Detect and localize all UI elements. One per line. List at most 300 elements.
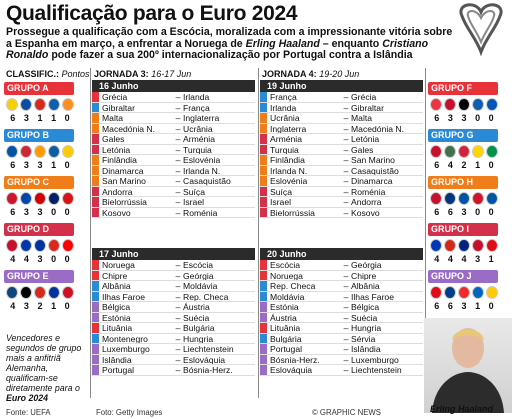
points-value: 3 [23,301,29,311]
group-color-marker [92,176,99,186]
home-team: Chipre [102,270,128,280]
group-color-marker [260,365,267,375]
points-value: 3 [475,254,481,264]
points-value: 3 [37,254,43,264]
match-row [92,271,255,282]
vs-separator: – [175,92,181,102]
points-value: 6 [447,207,453,217]
away-team: Gales [351,144,374,154]
flag-icon [444,239,456,252]
vs-separator: – [343,92,349,102]
away-team: Bulgária [183,323,215,333]
away-team: Liechtenstein [183,344,234,354]
flag-icon [62,98,74,111]
points-value: 0 [488,207,494,217]
away-team: Casaquistão [351,165,399,175]
match-row [92,323,255,334]
intro-part1: Prossegue a qualificação com a Escócia, moralizada com a impressionante vitória sobre a Espanha em março, a enfrentar a Noruega de [6,26,453,50]
flag-icon [472,286,484,299]
flag-icon [458,286,470,299]
group-color-marker [260,281,267,291]
flag-icon [20,145,32,158]
points-value: 4 [434,254,440,264]
match-row [92,113,255,124]
match-row [260,355,423,366]
home-team: Bielorrússia [270,207,315,217]
away-team: Hungria [183,333,214,343]
away-team: Irlanda N. [183,165,221,175]
home-team: Andorra [102,186,133,196]
match-row [260,166,423,177]
home-team: Portugal [102,365,135,375]
group-title: GRUPO J [428,270,498,283]
match-row [260,176,423,187]
points-value: 6 [10,207,16,217]
intro-text [6,27,454,62]
group-box [4,223,74,264]
page-title: Qualificação para o Euro 2024 [6,2,298,25]
j4-header: JORNADA 4: 19-20 Jun [262,69,360,79]
group-color-marker [260,344,267,354]
points-value: 3 [461,207,467,217]
group-points [4,207,74,217]
home-team: Gales [102,134,125,144]
home-team: Grécia [102,92,128,102]
match-row [260,292,423,303]
match-row [92,355,255,366]
match-row [92,124,255,135]
flag-icon [6,192,18,205]
points-value: 1 [37,113,43,123]
group-box [428,223,498,264]
home-team: Noruega [102,260,135,270]
vs-separator: – [343,197,349,207]
away-team: Bélgica [351,302,380,312]
home-team: Inglaterra [270,123,307,133]
copyright: © GRAPHIC NEWS [312,408,381,417]
flag-icon [6,286,18,299]
points-value: 1 [51,301,57,311]
flag-icon [62,239,74,252]
home-team: San Marino [102,176,146,186]
flag-icon [486,145,498,158]
group-points [428,301,498,311]
vs-separator: – [343,207,349,218]
vs-separator: – [343,123,349,134]
points-value: 1 [488,254,494,264]
home-team: Irlanda N. [270,165,308,175]
home-team: Rep. Checa [270,281,316,291]
group-color-marker [92,113,99,123]
vs-separator: – [343,323,349,333]
away-team: Suécia [351,312,378,322]
match-row [92,334,255,345]
group-color-marker [92,103,99,113]
away-team: Macedónia N. [351,123,405,133]
match-row [260,281,423,292]
match-row [92,145,255,156]
group-box [4,176,74,217]
home-team: Suíça [270,186,292,196]
home-team: Escócia [270,260,301,270]
group-flags [428,192,498,205]
flag-icon [458,145,470,158]
points-value: 4 [10,254,16,264]
group-title: GRUPO F [428,82,498,95]
group-color-marker [92,197,99,207]
match-row [92,92,255,103]
home-team: Moldávia [270,291,305,301]
match-row [92,281,255,292]
away-team: Áustria [183,302,210,312]
points-value: 6 [10,113,16,123]
flag-icon [48,98,60,111]
group-title: GRUPO G [428,129,498,142]
intro-haaland: Erling Haaland [245,37,320,50]
home-team: Lituânia [270,323,301,333]
points-value: 6 [434,113,440,123]
flag-icon [62,192,74,205]
home-team: Letónia [102,144,131,154]
home-team: Bulgária [270,333,302,343]
points-value: 3 [37,207,43,217]
group-color-marker [260,124,267,134]
points-value: 6 [434,207,440,217]
vs-separator: – [175,134,181,144]
match-row [260,208,423,219]
group-title: GRUPO I [428,223,498,236]
vs-separator: – [175,186,181,197]
match-row [92,302,255,313]
points-value: 0 [475,207,481,217]
flag-icon [472,98,484,111]
group-color-marker [260,134,267,144]
points-value: 3 [461,113,467,123]
points-value: 0 [64,301,70,311]
day-header: 17 Junho [92,248,255,260]
intro-ronaldo: Cristiano Ronaldo [6,37,429,61]
group-flags [428,286,498,299]
flag-icon [430,145,442,158]
qualification-note: Vencedores e segundos de grupo mais a anfitriã Alemanha, qualificam-se diretamente para o Euro 2024 [6,333,82,403]
away-team: Geórgia [351,260,382,270]
intro-part2: – enquanto [319,37,383,50]
group-color-marker [260,292,267,302]
away-team: Turquia [183,144,212,154]
group-color-marker [92,124,99,134]
intro-part3: pode fazer a sua 200º internacionalização por Portugal contra a Islândia [48,49,413,61]
home-team: Lituânia [102,323,133,333]
away-team: Moldávia [183,281,218,291]
match-row [260,197,423,208]
flag-icon [458,192,470,205]
away-team: Luxemburgo [351,354,399,364]
match-row [260,302,423,313]
vs-separator: – [175,102,181,113]
vs-separator: – [343,113,349,123]
group-title: GRUPO B [4,129,74,142]
vs-separator: – [175,270,181,281]
points-value: 6 [447,301,453,311]
away-team: Rep. Checa [183,291,229,301]
away-team: Hungria [351,323,382,333]
points-value: 1 [51,160,57,170]
flag-icon [430,192,442,205]
vs-separator: – [343,102,349,113]
match-row [260,313,423,324]
home-team: Estónia [102,312,131,322]
away-team: Arménia [183,134,215,144]
group-flags [428,145,498,158]
home-team: Ucrânia [270,113,300,123]
divider [425,68,426,318]
day-header: 20 Junho [260,248,423,260]
photo-credit: Foto: Getty Images [96,408,163,417]
group-color-marker [260,334,267,344]
group-color-marker [92,271,99,281]
away-team: Sérvia [351,333,376,343]
vs-separator: – [175,207,181,218]
away-team: Irlanda [183,92,210,102]
vs-separator: – [175,302,181,312]
home-team: Macedónia N. [102,123,156,133]
group-color-marker [260,355,267,365]
vs-separator: – [175,344,181,354]
day-header: 16 Junho [92,80,255,92]
home-team: Albânia [102,281,131,291]
flag-icon [444,145,456,158]
group-box [428,270,498,311]
flag-icon [430,286,442,299]
home-team: Irlanda [270,102,297,112]
flag-icon [62,286,74,299]
points-value: 4 [447,160,453,170]
group-title: GRUPO A [4,82,74,95]
group-color-marker [92,92,99,102]
vs-separator: – [175,365,181,375]
group-color-marker [260,271,267,281]
vs-separator: – [175,176,181,186]
group-flags [4,98,74,111]
match-row [92,134,255,145]
classif-header: CLASSIFIC.: Pontos [6,69,90,79]
flag-icon [6,98,18,111]
points-value: 0 [64,160,70,170]
group-color-marker [260,113,267,123]
points-value: 2 [37,301,43,311]
points-value: 1 [475,160,481,170]
points-value: 0 [475,113,481,123]
away-team: Letónia [351,134,380,144]
flag-icon [20,286,32,299]
flag-icon [34,145,46,158]
group-color-marker [260,260,267,270]
match-row [92,187,255,198]
group-box [428,129,498,170]
vs-separator: – [175,260,181,270]
group-points [428,254,498,264]
group-color-marker [260,92,267,102]
vs-separator: – [175,123,181,134]
group-color-marker [92,313,99,323]
match-row [92,344,255,355]
flag-icon [444,192,456,205]
home-team: Portugal [270,344,303,354]
vs-separator: – [175,155,181,165]
away-team: Geórgia [183,270,214,280]
vs-separator: – [343,302,349,312]
group-flags [4,145,74,158]
player-photo [424,318,512,413]
away-team: Suíça [183,186,205,196]
divider [258,68,259,398]
group-color-marker [260,166,267,176]
flag-icon [486,239,498,252]
group-points [428,207,498,217]
flag-icon [486,98,498,111]
group-color-marker [260,103,267,113]
group-points [4,113,74,123]
home-team: Luxemburgo [102,344,150,354]
match-row [260,113,423,124]
group-title: GRUPO H [428,176,498,189]
match-row [260,155,423,166]
group-color-marker [260,155,267,165]
match-row [92,292,255,303]
flag-icon [20,98,32,111]
group-title: GRUPO C [4,176,74,189]
group-points [4,160,74,170]
group-box [428,82,498,123]
match-row [92,313,255,324]
match-row [92,197,255,208]
away-team: Chipre [351,270,377,280]
home-team: Israel [270,197,292,207]
group-color-marker [260,323,267,333]
away-team: Kosovo [351,207,380,217]
match-row [260,260,423,271]
points-value: 6 [10,160,16,170]
group-color-marker [92,323,99,333]
away-team: Bósnia-Herz. [183,365,233,375]
group-box [4,82,74,123]
away-team: Casaquistão [183,176,231,186]
vs-separator: – [343,333,349,344]
vs-separator: – [343,155,349,165]
match-row [92,176,255,187]
home-team: Finlândia [102,155,137,165]
home-team: Malta [102,113,124,123]
points-value: 0 [51,254,57,264]
vs-separator: – [343,281,349,291]
points-value: 4 [10,301,16,311]
home-team: Islândia [102,354,132,364]
points-value: 4 [23,254,29,264]
match-row [260,187,423,198]
away-team: Eslováquia [183,354,226,364]
points-value: 2 [461,160,467,170]
home-team: Arménia [270,134,302,144]
points-value: 4 [461,254,467,264]
vs-separator: – [343,176,349,186]
flag-icon [62,145,74,158]
flag-icon [458,98,470,111]
group-color-marker [92,365,99,375]
points-value: 0 [488,160,494,170]
home-team: Bielorrússia [102,197,147,207]
flag-icon [430,239,442,252]
group-color-marker [92,145,99,155]
group-color-marker [92,166,99,176]
vs-separator: – [175,291,181,302]
match-row [260,271,423,282]
away-team: Albânia [351,281,380,291]
group-flags [4,192,74,205]
group-flags [428,239,498,252]
group-color-marker [260,313,267,323]
away-team: Eslovénia [183,155,221,165]
group-points [4,254,74,264]
photo-caption: Erling Haaland [430,404,494,414]
vs-separator: – [175,312,181,323]
points-value: 0 [51,207,57,217]
j4-day2-table [260,248,423,376]
flag-icon [472,239,484,252]
match-row [260,145,423,156]
vs-separator: – [343,365,349,375]
match-row [260,365,423,376]
vs-separator: – [175,197,181,207]
flag-icon [486,286,498,299]
points-value: 1 [475,301,481,311]
group-color-marker [260,197,267,207]
flag-icon [458,239,470,252]
vs-separator: – [175,165,181,176]
home-team: Gibraltar [102,102,135,112]
match-row [92,103,255,114]
vs-separator: – [343,260,349,270]
group-color-marker [260,187,267,197]
group-color-marker [92,134,99,144]
flag-icon [6,239,18,252]
vs-separator: – [343,165,349,176]
flag-icon [472,145,484,158]
away-team: Dinamarca [351,176,393,186]
away-team: Roménia [183,207,218,217]
away-team: Escócia [183,260,214,270]
group-box [4,270,74,311]
points-value: 6 [434,160,440,170]
points-value: 3 [23,207,29,217]
match-row [260,334,423,345]
group-color-marker [260,208,267,218]
group-points [428,160,498,170]
match-row [92,155,255,166]
vs-separator: – [343,270,349,281]
flag-icon [34,239,46,252]
away-team: Ucrânia [183,123,213,133]
points-value: 3 [447,113,453,123]
vs-separator: – [343,291,349,302]
j3-day1-table [92,80,255,218]
group-color-marker [92,344,99,354]
flag-icon [34,98,46,111]
match-row [260,134,423,145]
points-value: 0 [488,113,494,123]
group-color-marker [260,145,267,155]
match-row [260,103,423,114]
home-team: Montenegro [102,333,148,343]
